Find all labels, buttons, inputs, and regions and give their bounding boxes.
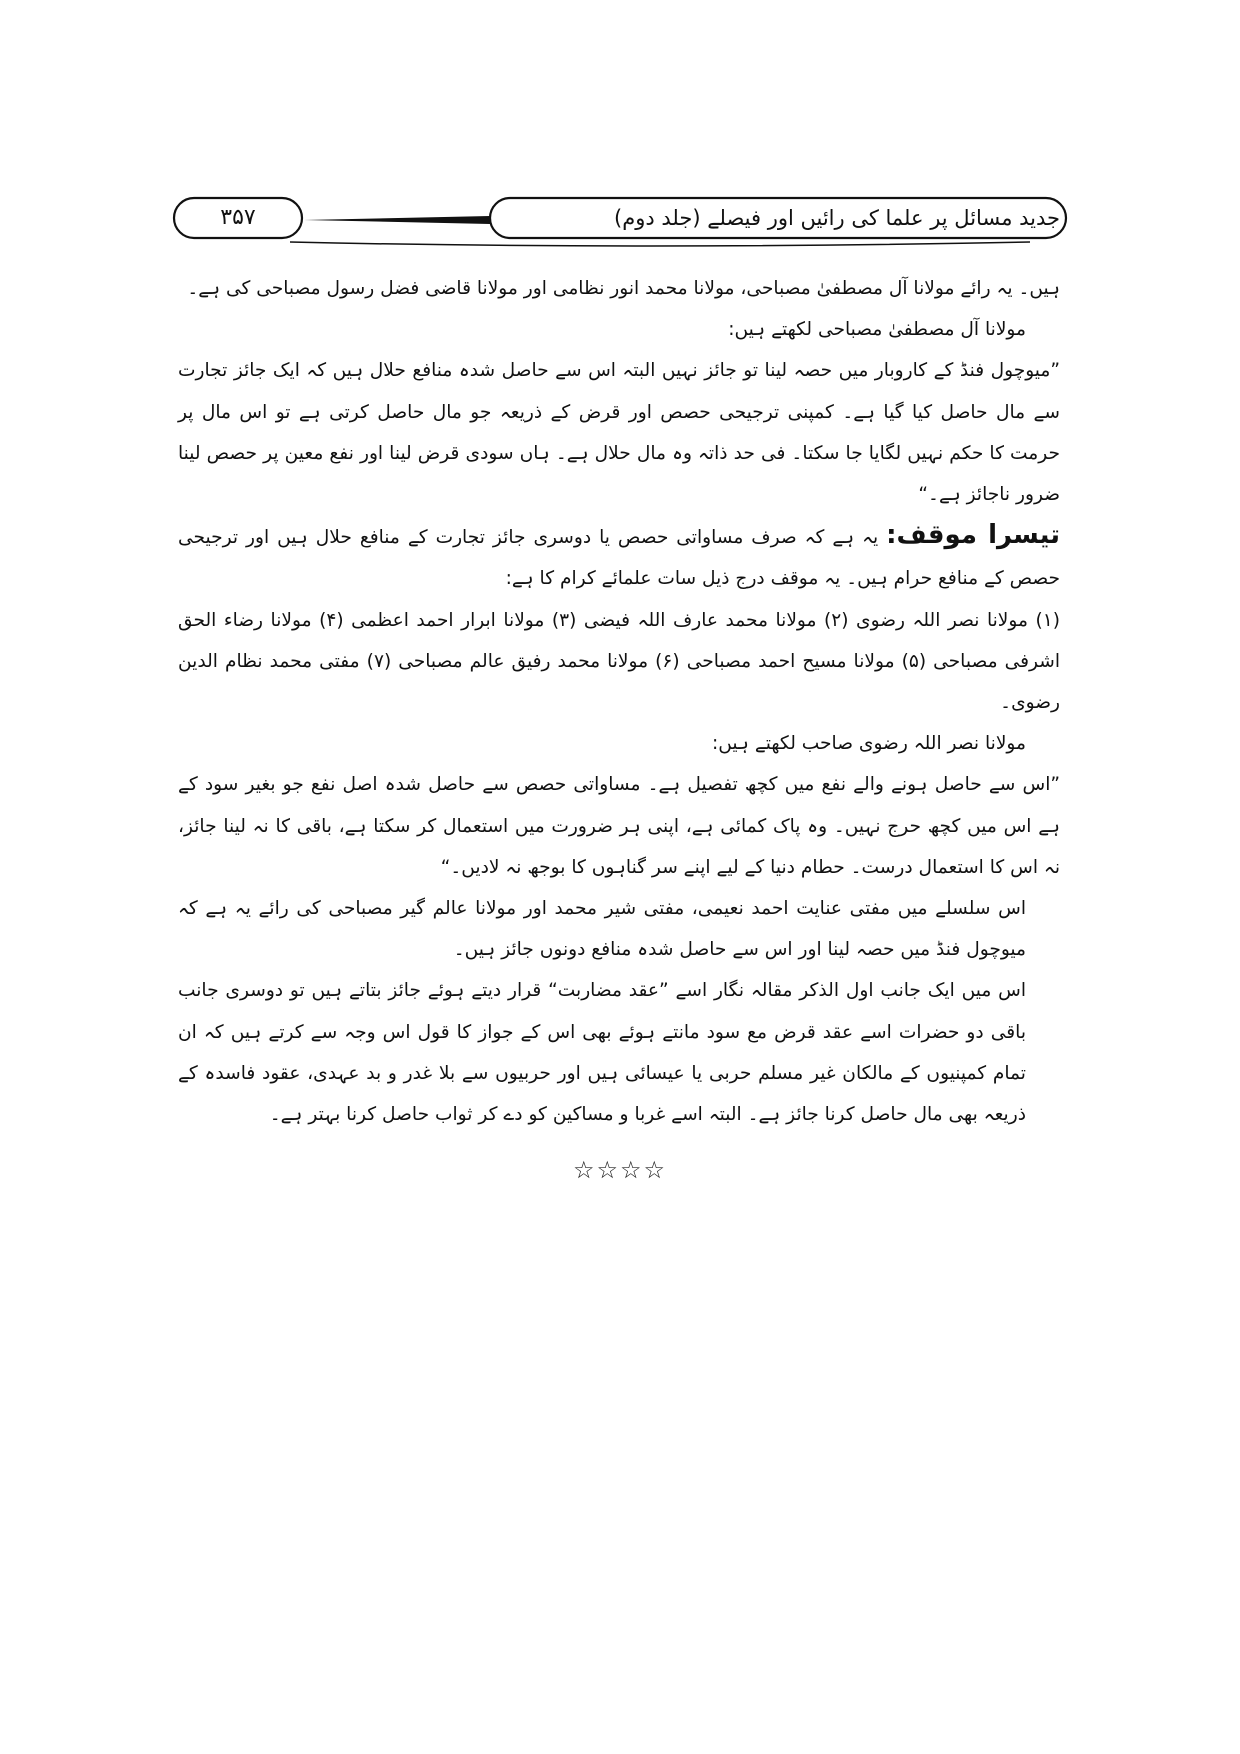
paragraph [178, 515, 1060, 599]
paragraph: اس میں ایک جانب اول الذکر مقالہ نگار اسے ”عقد مضاربت“ قرار دیتے ہوئے جائز بتاتے ہیں تو دوسری جانب باقی دو حضرات اسے عقد قرض مع سود مانتے ہوئے بھی اس کے جواز کا قول اس وجہ سے کرتے ہیں کہ ان تمام کمپنیوں کے مالکان غیر مسلم حربی یا عیسائی ہیں اور حربیوں سے بلا غدر و بد عہدی، عقود فاسدہ کے ذریعہ بھی مال حاصل کرنا جائز ہے۔ البتہ اسے غربا و مساکین کو دے کر ثواب حاصل کرنا بہتر ہے۔ [178, 980, 1026, 1126]
paragraph-text: یہ ہے کہ صرف مساواتی حصص یا دوسری جائز تجارت کے منافع حلال ہیں اور ترجیحی حصص کے منافع حرام ہیں۔ یہ موقف درج ذیل سات علمائے کرام کا ہے: [178, 527, 1060, 590]
paragraph: مولانا نصر اللہ رضوی صاحب لکھتے ہیں: [712, 733, 1026, 755]
end-mark: ☆☆☆☆ [572, 1156, 668, 1184]
quote-paragraph: ”میوچول فنڈ کے کاروبار میں حصہ لینا تو جائز نہیں البتہ اس سے حاصل شدہ منافع حلال ہیں کہ ایک جائز تجارت سے مال حاصل کیا گیا ہے۔ کمپنی ترجیحی حصص اور قرض کے ذریعہ جو مال حاصل کرتی ہے تو اس مال پر حرمت کا حکم نہیں لگایا جا سکتا۔ فی حد ذاتہ وہ مال حلال ہے۔ ہاں سودی قرض لینا اور نفع معین پر حصص لینا ضرور ناجائز ہے۔“ [178, 360, 1060, 506]
paragraph: (۱) مولانا نصر اللہ رضوی (۲) مولانا محمد عارف اللہ فیضی (۳) مولانا ابرار احمد اعظمی (۴) مولانا رضاء الحق اشرفی مصباحی (۵) مولانا مسیح احمد مصباحی (۶) مولانا محمد رفیق عالم مصباحی (۷) مفتی محمد نظام الدین رضوی۔ [178, 609, 1061, 714]
running-title: جدید مسائل پر علما کی رائیں اور فیصلے (جلد دوم) [614, 206, 1060, 230]
paragraph: اس سلسلے میں مفتی عنایت احمد نعیمی، مفتی شیر محمد اور مولانا عالم گیر مصباحی کی رائے یہ ہے کہ میوچول فنڈ میں حصہ لینا اور اس سے حاصل شدہ منافع دونوں جائز ہیں۔ [178, 898, 1026, 961]
section-heading: تیسرا موقف: [886, 520, 1060, 551]
paragraph: مولانا آل مصطفیٰ مصباحی لکھتے ہیں: [728, 319, 1026, 341]
paragraph: ہیں۔ یہ رائے مولانا آل مصطفیٰ مصباحی، مولانا محمد انور نظامی اور مولانا قاضی فضل رسول مصباحی کی ہے۔ [187, 278, 1060, 299]
page-header [170, 190, 1070, 250]
quote-paragraph: ”اس سے حاصل ہونے والے نفع میں کچھ تفصیل ہے۔ مساواتی حصص سے حاصل شدہ اصل نفع جو بغیر سود کے ہے اس میں کچھ حرج نہیں۔ وہ پاک کمائی ہے، اپنی ہر ضرورت میں استعمال کر سکتا ہے، باقی کا نہ لینا جائز، نہ اس کا استعمال درست۔ حطام دنیا کے لیے اپنے سر گناہوں کا بوجھ نہ لادیں۔“ [178, 774, 1060, 878]
body-text [178, 268, 1060, 1135]
page-number: ۳۵۷ [220, 205, 256, 230]
